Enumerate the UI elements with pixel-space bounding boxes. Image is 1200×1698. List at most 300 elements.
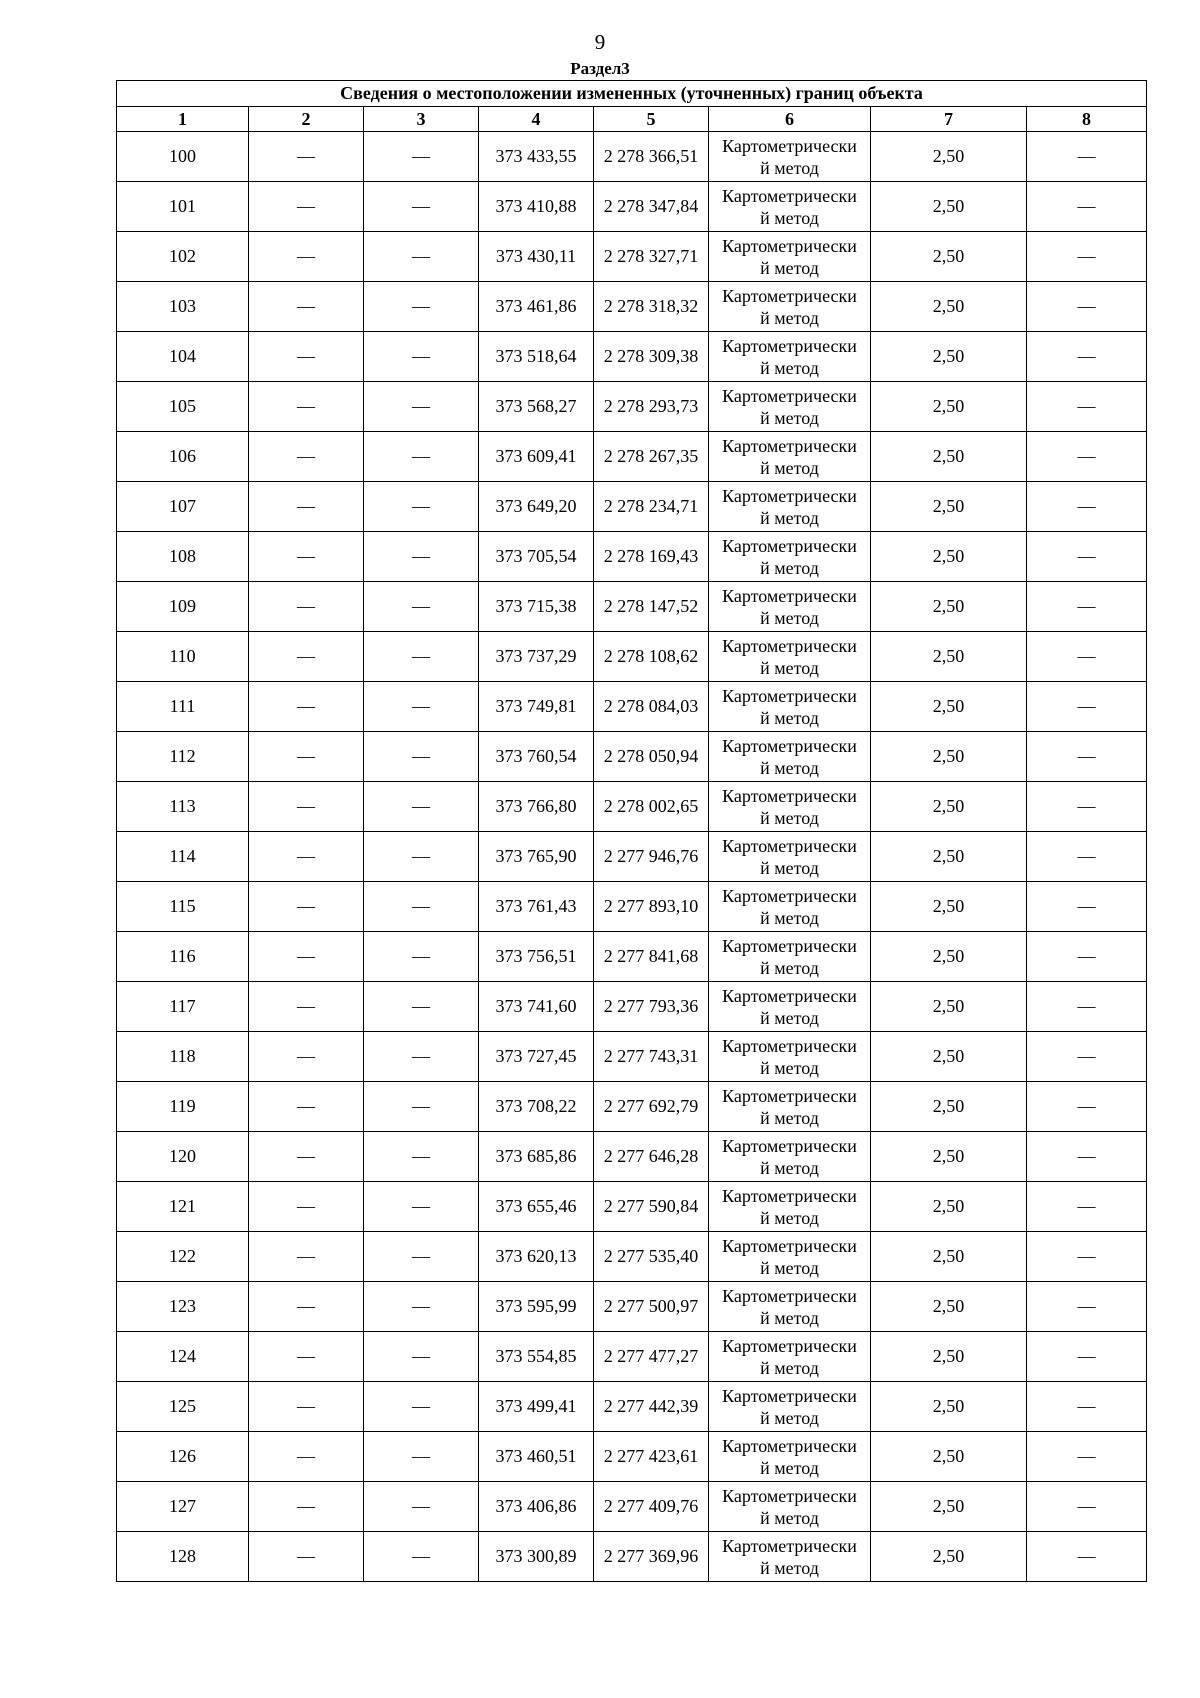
accuracy-cell: 2,50 [871, 1132, 1027, 1182]
dash-cell: — [1027, 432, 1147, 482]
dash-cell: — [249, 832, 364, 882]
x-coordinate-cell: 373 430,11 [479, 232, 594, 282]
dash-cell: — [249, 1432, 364, 1482]
table-row [117, 182, 1147, 232]
accuracy-cell: 2,50 [871, 982, 1027, 1032]
method-cell [709, 1382, 871, 1432]
accuracy-cell: 2,50 [871, 1332, 1027, 1382]
table-row [117, 532, 1147, 582]
column-header: 3 [364, 107, 479, 132]
point-number-cell: 114 [117, 832, 249, 882]
dash-cell: — [364, 1282, 479, 1332]
dash-cell: — [249, 582, 364, 632]
accuracy-cell: 2,50 [871, 1532, 1027, 1582]
point-number-cell: 100 [117, 132, 249, 182]
y-coordinate-cell: 2 277 590,84 [594, 1182, 709, 1232]
dash-cell: — [364, 582, 479, 632]
method-cell [709, 882, 871, 932]
dash-cell: — [249, 1232, 364, 1282]
method-cell [709, 832, 871, 882]
y-coordinate-cell: 2 278 002,65 [594, 782, 709, 832]
dash-cell: — [249, 532, 364, 582]
y-coordinate-cell: 2 277 500,97 [594, 1282, 709, 1332]
accuracy-cell: 2,50 [871, 882, 1027, 932]
method-cell [709, 732, 871, 782]
dash-cell: — [364, 682, 479, 732]
dash-cell: — [364, 482, 479, 532]
accuracy-cell: 2,50 [871, 482, 1027, 532]
point-number-cell: 101 [117, 182, 249, 232]
method-text-line1: Картометрически [722, 1435, 857, 1456]
method-text-line1: Картометрически [722, 535, 857, 556]
dash-cell: — [364, 132, 479, 182]
point-number-cell: 108 [117, 532, 249, 582]
method-text-line2: й метод [760, 1257, 819, 1278]
method-text-line2: й метод [760, 1407, 819, 1428]
dash-cell: — [1027, 182, 1147, 232]
point-number-cell: 107 [117, 482, 249, 532]
method-cell [709, 332, 871, 382]
column-number-row [117, 107, 1147, 132]
table-body [117, 132, 1147, 1582]
accuracy-cell: 2,50 [871, 1382, 1027, 1432]
accuracy-cell: 2,50 [871, 1082, 1027, 1132]
method-cell [709, 432, 871, 482]
dash-cell: — [249, 232, 364, 282]
y-coordinate-cell: 2 277 841,68 [594, 932, 709, 982]
y-coordinate-cell: 2 278 309,38 [594, 332, 709, 382]
y-coordinate-cell: 2 278 318,32 [594, 282, 709, 332]
method-text-line2: й метод [760, 457, 819, 478]
dash-cell: — [1027, 782, 1147, 832]
column-header: 7 [871, 107, 1027, 132]
y-coordinate-cell: 2 277 743,31 [594, 1032, 709, 1082]
table-row [117, 282, 1147, 332]
y-coordinate-cell: 2 278 169,43 [594, 532, 709, 582]
method-cell [709, 382, 871, 432]
method-text-line1: Картометрически [722, 635, 857, 656]
dash-cell: — [249, 782, 364, 832]
accuracy-cell: 2,50 [871, 682, 1027, 732]
method-text-line2: й метод [760, 607, 819, 628]
point-number-cell: 127 [117, 1482, 249, 1532]
dash-cell: — [364, 1432, 479, 1482]
table-row [117, 732, 1147, 782]
dash-cell: — [1027, 1482, 1147, 1532]
method-text-line2: й метод [760, 407, 819, 428]
method-cell [709, 1532, 871, 1582]
method-cell [709, 1432, 871, 1482]
accuracy-cell: 2,50 [871, 532, 1027, 582]
dash-cell: — [364, 1532, 479, 1582]
x-coordinate-cell: 373 568,27 [479, 382, 594, 432]
dash-cell: — [364, 1482, 479, 1532]
dash-cell: — [364, 832, 479, 882]
method-text-line1: Картометрически [722, 735, 857, 756]
dash-cell: — [1027, 382, 1147, 432]
method-text-line1: Картометрически [722, 1085, 857, 1106]
table-row [117, 1132, 1147, 1182]
dash-cell: — [364, 282, 479, 332]
accuracy-cell: 2,50 [871, 282, 1027, 332]
method-text-line2: й метод [760, 707, 819, 728]
method-text-line2: й метод [760, 1307, 819, 1328]
point-number-cell: 119 [117, 1082, 249, 1132]
point-number-cell: 110 [117, 632, 249, 682]
point-number-cell: 102 [117, 232, 249, 282]
point-number-cell: 117 [117, 982, 249, 1032]
method-text-line1: Картометрически [722, 685, 857, 706]
dash-cell: — [249, 1532, 364, 1582]
y-coordinate-cell: 2 278 293,73 [594, 382, 709, 432]
dash-cell: — [249, 882, 364, 932]
method-text-line2: й метод [760, 857, 819, 878]
x-coordinate-cell: 373 715,38 [479, 582, 594, 632]
accuracy-cell: 2,50 [871, 182, 1027, 232]
dash-cell: — [1027, 232, 1147, 282]
y-coordinate-cell: 2 278 108,62 [594, 632, 709, 682]
method-cell [709, 632, 871, 682]
column-header: 5 [594, 107, 709, 132]
dash-cell: — [249, 632, 364, 682]
table-row [117, 1532, 1147, 1582]
dash-cell: — [249, 1032, 364, 1082]
x-coordinate-cell: 373 708,22 [479, 1082, 594, 1132]
y-coordinate-cell: 2 278 366,51 [594, 132, 709, 182]
x-coordinate-cell: 373 766,80 [479, 782, 594, 832]
dash-cell: — [1027, 1032, 1147, 1082]
method-text-line2: й метод [760, 357, 819, 378]
method-text-line2: й метод [760, 207, 819, 228]
table-row [117, 1032, 1147, 1082]
accuracy-cell: 2,50 [871, 632, 1027, 682]
dash-cell: — [364, 1032, 479, 1082]
y-coordinate-cell: 2 278 147,52 [594, 582, 709, 632]
point-number-cell: 121 [117, 1182, 249, 1232]
x-coordinate-cell: 373 765,90 [479, 832, 594, 882]
x-coordinate-cell: 373 554,85 [479, 1332, 594, 1382]
accuracy-cell: 2,50 [871, 1282, 1027, 1332]
method-text-line1: Картометрически [722, 485, 857, 506]
point-number-cell: 128 [117, 1532, 249, 1582]
dash-cell: — [364, 932, 479, 982]
dash-cell: — [249, 1482, 364, 1532]
y-coordinate-cell: 2 277 692,79 [594, 1082, 709, 1132]
dash-cell: — [1027, 632, 1147, 682]
dash-cell: — [249, 1082, 364, 1132]
table-row [117, 1082, 1147, 1132]
table-row [117, 582, 1147, 632]
accuracy-cell: 2,50 [871, 582, 1027, 632]
table-row [117, 1482, 1147, 1532]
method-text-line1: Картометрически [722, 935, 857, 956]
dash-cell: — [249, 1182, 364, 1232]
table-row [117, 482, 1147, 532]
method-text-line1: Картометрически [722, 1135, 857, 1156]
point-number-cell: 112 [117, 732, 249, 782]
y-coordinate-cell: 2 278 267,35 [594, 432, 709, 482]
dash-cell: — [249, 482, 364, 532]
method-cell [709, 1482, 871, 1532]
method-text-line2: й метод [760, 307, 819, 328]
method-cell [709, 532, 871, 582]
x-coordinate-cell: 373 749,81 [479, 682, 594, 732]
method-text-line2: й метод [760, 507, 819, 528]
method-text-line2: й метод [760, 657, 819, 678]
x-coordinate-cell: 373 727,45 [479, 1032, 594, 1082]
dash-cell: — [364, 882, 479, 932]
method-text-line2: й метод [760, 1107, 819, 1128]
column-header: 1 [117, 107, 249, 132]
y-coordinate-cell: 2 278 050,94 [594, 732, 709, 782]
method-cell [709, 782, 871, 832]
x-coordinate-cell: 373 761,43 [479, 882, 594, 932]
table-row [117, 1332, 1147, 1382]
dash-cell: — [364, 782, 479, 832]
method-text-line1: Картометрически [722, 335, 857, 356]
x-coordinate-cell: 373 433,55 [479, 132, 594, 182]
method-cell [709, 132, 871, 182]
dash-cell: — [1027, 582, 1147, 632]
table-row [117, 332, 1147, 382]
point-number-cell: 104 [117, 332, 249, 382]
table-row [117, 682, 1147, 732]
method-text-line1: Картометрически [722, 585, 857, 606]
dash-cell: — [1027, 1432, 1147, 1482]
x-coordinate-cell: 373 410,88 [479, 182, 594, 232]
method-text-line1: Картометрически [722, 1185, 857, 1206]
method-text-line1: Картометрически [722, 435, 857, 456]
method-text-line2: й метод [760, 157, 819, 178]
dash-cell: — [249, 1132, 364, 1182]
x-coordinate-cell: 373 300,89 [479, 1532, 594, 1582]
dash-cell: — [249, 932, 364, 982]
method-text-line2: й метод [760, 957, 819, 978]
accuracy-cell: 2,50 [871, 832, 1027, 882]
method-text-line1: Картометрически [722, 1485, 857, 1506]
method-cell [709, 682, 871, 732]
table-row [117, 632, 1147, 682]
method-text-line1: Картометрически [722, 885, 857, 906]
y-coordinate-cell: 2 277 793,36 [594, 982, 709, 1032]
column-header: 6 [709, 107, 871, 132]
method-text-line1: Картометрически [722, 1535, 857, 1556]
method-text-line1: Картометрически [722, 385, 857, 406]
y-coordinate-cell: 2 277 946,76 [594, 832, 709, 882]
table-title: Сведения о местоположении измененных (уточненных) границ объекта [117, 81, 1147, 107]
method-cell [709, 1182, 871, 1232]
y-coordinate-cell: 2 278 327,71 [594, 232, 709, 282]
point-number-cell: 116 [117, 932, 249, 982]
dash-cell: — [1027, 682, 1147, 732]
table-row [117, 1282, 1147, 1332]
dash-cell: — [249, 1382, 364, 1432]
method-cell [709, 232, 871, 282]
point-number-cell: 125 [117, 1382, 249, 1432]
dash-cell: — [1027, 332, 1147, 382]
dash-cell: — [1027, 1282, 1147, 1332]
method-cell [709, 1082, 871, 1132]
dash-cell: — [364, 232, 479, 282]
x-coordinate-cell: 373 705,54 [479, 532, 594, 582]
table-row [117, 432, 1147, 482]
dash-cell: — [364, 1082, 479, 1132]
method-cell [709, 1282, 871, 1332]
x-coordinate-cell: 373 737,29 [479, 632, 594, 682]
method-text-line2: й метод [760, 1007, 819, 1028]
table-row [117, 832, 1147, 882]
x-coordinate-cell: 373 595,99 [479, 1282, 594, 1332]
method-text-line2: й метод [760, 757, 819, 778]
method-cell [709, 982, 871, 1032]
method-text-line2: й метод [760, 1357, 819, 1378]
dash-cell: — [364, 532, 479, 582]
x-coordinate-cell: 373 760,54 [479, 732, 594, 782]
dash-cell: — [249, 332, 364, 382]
dash-cell: — [1027, 1382, 1147, 1432]
point-number-cell: 106 [117, 432, 249, 482]
method-text-line1: Картометрически [722, 785, 857, 806]
column-header: 8 [1027, 107, 1147, 132]
point-number-cell: 118 [117, 1032, 249, 1082]
point-number-cell: 120 [117, 1132, 249, 1182]
table-row [117, 1182, 1147, 1232]
dash-cell: — [364, 382, 479, 432]
method-text-line1: Картометрически [722, 285, 857, 306]
method-cell [709, 582, 871, 632]
x-coordinate-cell: 373 406,86 [479, 1482, 594, 1532]
section-heading: Раздел3 [570, 59, 630, 78]
dash-cell: — [1027, 732, 1147, 782]
accuracy-cell: 2,50 [871, 432, 1027, 482]
point-number-cell: 124 [117, 1332, 249, 1382]
column-header: 4 [479, 107, 594, 132]
point-number-cell: 122 [117, 1232, 249, 1282]
y-coordinate-cell: 2 277 535,40 [594, 1232, 709, 1282]
y-coordinate-cell: 2 277 409,76 [594, 1482, 709, 1532]
dash-cell: — [1027, 132, 1147, 182]
dash-cell: — [364, 1182, 479, 1232]
y-coordinate-cell: 2 278 234,71 [594, 482, 709, 532]
point-number-cell: 123 [117, 1282, 249, 1332]
point-number-cell: 105 [117, 382, 249, 432]
x-coordinate-cell: 373 620,13 [479, 1232, 594, 1282]
accuracy-cell: 2,50 [871, 932, 1027, 982]
method-text-line1: Картометрически [722, 235, 857, 256]
method-text-line2: й метод [760, 1457, 819, 1478]
x-coordinate-cell: 373 461,86 [479, 282, 594, 332]
y-coordinate-cell: 2 277 442,39 [594, 1382, 709, 1432]
table-row [117, 782, 1147, 832]
point-number-cell: 115 [117, 882, 249, 932]
page-number: 9 [594, 30, 606, 54]
accuracy-cell: 2,50 [871, 1482, 1027, 1532]
method-text-line1: Картометрически [722, 185, 857, 206]
y-coordinate-cell: 2 277 423,61 [594, 1432, 709, 1482]
table-row [117, 232, 1147, 282]
method-text-line1: Картометрически [722, 835, 857, 856]
table-row [117, 1232, 1147, 1282]
table-row [117, 132, 1147, 182]
method-cell [709, 1232, 871, 1282]
accuracy-cell: 2,50 [871, 1182, 1027, 1232]
method-text-line2: й метод [760, 257, 819, 278]
point-number-cell: 126 [117, 1432, 249, 1482]
dash-cell: — [364, 732, 479, 782]
dash-cell: — [364, 982, 479, 1032]
dash-cell: — [1027, 1332, 1147, 1382]
x-coordinate-cell: 373 685,86 [479, 1132, 594, 1182]
method-cell [709, 182, 871, 232]
dash-cell: — [249, 1332, 364, 1382]
dash-cell: — [249, 382, 364, 432]
y-coordinate-cell: 2 278 084,03 [594, 682, 709, 732]
accuracy-cell: 2,50 [871, 732, 1027, 782]
dash-cell: — [1027, 1232, 1147, 1282]
dash-cell: — [1027, 282, 1147, 332]
point-number-cell: 113 [117, 782, 249, 832]
method-text-line2: й метод [760, 1157, 819, 1178]
dash-cell: — [1027, 882, 1147, 932]
dash-cell: — [1027, 532, 1147, 582]
x-coordinate-cell: 373 655,46 [479, 1182, 594, 1232]
method-text-line1: Картометрически [722, 135, 857, 156]
method-text-line1: Картометрически [722, 985, 857, 1006]
table-row [117, 1432, 1147, 1482]
dash-cell: — [249, 282, 364, 332]
dash-cell: — [249, 1282, 364, 1332]
accuracy-cell: 2,50 [871, 132, 1027, 182]
dash-cell: — [364, 432, 479, 482]
method-text-line2: й метод [760, 907, 819, 928]
point-number-cell: 111 [117, 682, 249, 732]
dash-cell: — [249, 132, 364, 182]
method-text-line1: Картометрически [722, 1335, 857, 1356]
method-cell [709, 1032, 871, 1082]
accuracy-cell: 2,50 [871, 1232, 1027, 1282]
point-number-cell: 103 [117, 282, 249, 332]
dash-cell: — [1027, 982, 1147, 1032]
accuracy-cell: 2,50 [871, 782, 1027, 832]
dash-cell: — [1027, 1082, 1147, 1132]
method-text-line1: Картометрически [722, 1285, 857, 1306]
x-coordinate-cell: 373 741,60 [479, 982, 594, 1032]
dash-cell: — [1027, 932, 1147, 982]
y-coordinate-cell: 2 277 369,96 [594, 1532, 709, 1582]
accuracy-cell: 2,50 [871, 382, 1027, 432]
dash-cell: — [364, 332, 479, 382]
y-coordinate-cell: 2 277 646,28 [594, 1132, 709, 1182]
table-row [117, 1382, 1147, 1432]
accuracy-cell: 2,50 [871, 1032, 1027, 1082]
table-row [117, 882, 1147, 932]
dash-cell: — [364, 632, 479, 682]
dash-cell: — [249, 732, 364, 782]
method-cell [709, 1332, 871, 1382]
dash-cell: — [364, 1232, 479, 1282]
dash-cell: — [1027, 482, 1147, 532]
table-row [117, 932, 1147, 982]
method-text-line2: й метод [760, 1207, 819, 1228]
x-coordinate-cell: 373 756,51 [479, 932, 594, 982]
dash-cell: — [249, 432, 364, 482]
x-coordinate-cell: 373 609,41 [479, 432, 594, 482]
dash-cell: — [1027, 1132, 1147, 1182]
coordinates-table [116, 80, 1147, 1582]
accuracy-cell: 2,50 [871, 332, 1027, 382]
method-text-line2: й метод [760, 1057, 819, 1078]
method-cell [709, 282, 871, 332]
